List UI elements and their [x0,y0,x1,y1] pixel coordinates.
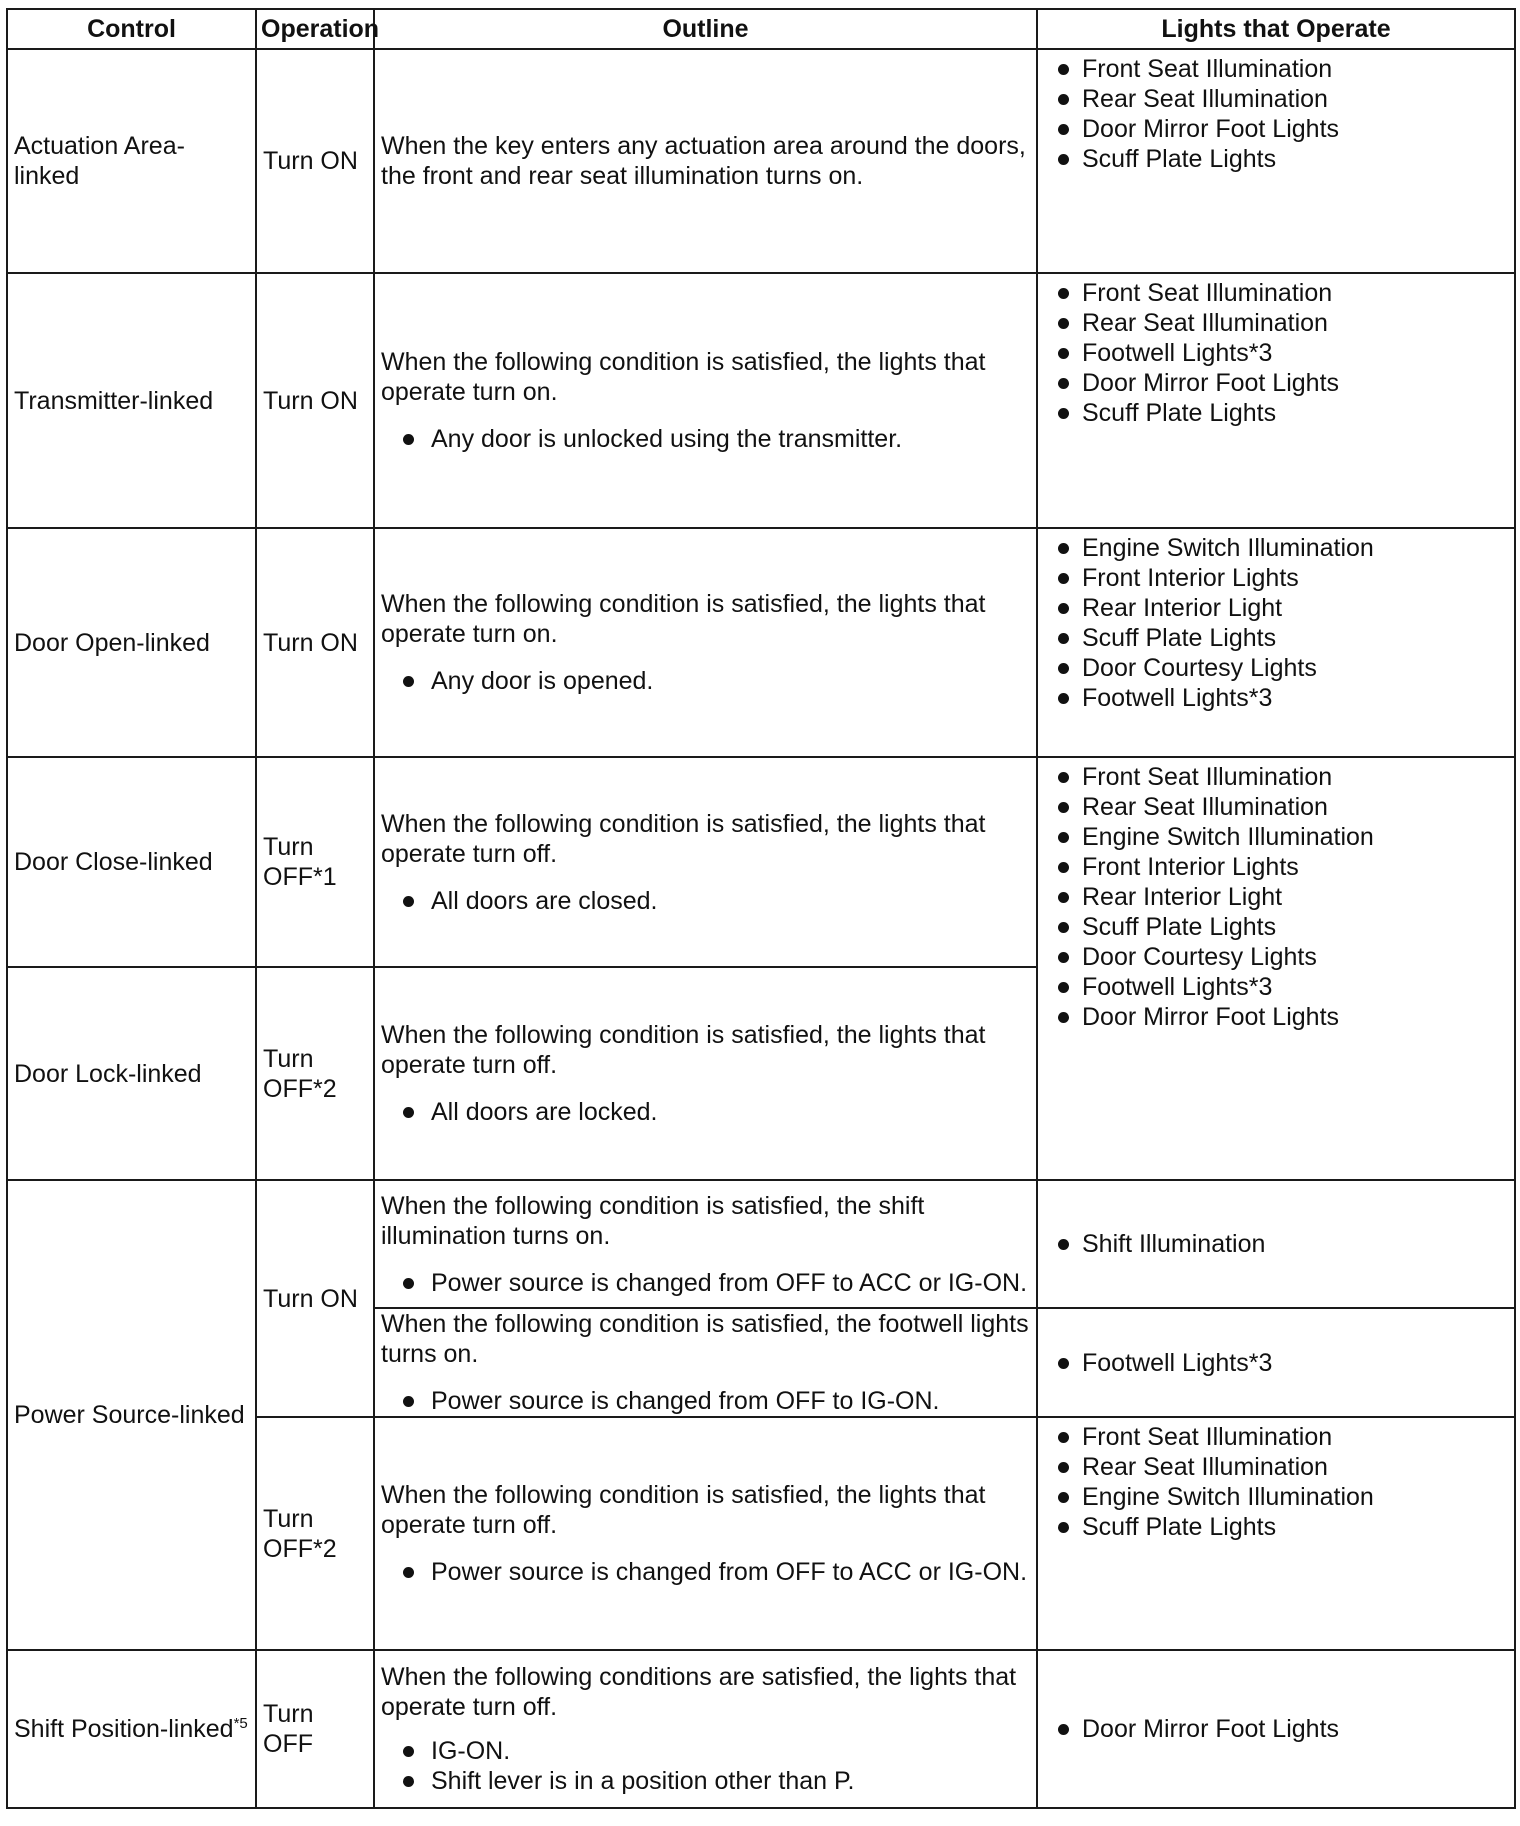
condition-list [381,1268,1030,1298]
list-item: Scuff Plate Lights [1048,623,1510,653]
lighting-control-table [6,8,1516,1809]
operation-cell: Turn ON [256,273,374,528]
list-item: Scuff Plate Lights [1048,912,1510,942]
list-item: Any door is opened. [381,666,1030,696]
table-row [7,528,1515,757]
lights-list [1048,533,1510,713]
list-item: Rear Interior Light [1048,882,1510,912]
list-item: Door Courtesy Lights [1048,653,1510,683]
list-item: Shift lever is in a position other than P. [381,1766,1030,1796]
table-row [7,757,1515,967]
outline-text: When the following condition is satisfied, the lights that operate turn on. [381,348,986,406]
lights-cell [1037,528,1515,757]
outline-text: When the following condition is satisfied, the lights that operate turn off. [381,1481,986,1539]
list-item: Rear Seat Illumination [1048,1452,1510,1482]
control-cell: Power Source-linked [7,1180,256,1650]
operation-cell: Turn ON [256,528,374,757]
list-item: Door Courtesy Lights [1048,942,1510,972]
lights-list [1048,762,1510,1032]
list-item: Scuff Plate Lights [1048,144,1510,174]
lights-cell [1037,49,1515,273]
lights-list [1048,278,1510,428]
header-lights: Lights that Operate [1037,9,1515,49]
outline-cell [374,273,1037,528]
control-cell: Actuation Area-linked [7,49,256,273]
table-row [7,1180,1515,1308]
outline-cell [374,1180,1037,1308]
list-item: IG-ON. [381,1736,1030,1766]
list-item: Power source is changed from OFF to IG-ON. [381,1386,1030,1416]
list-item: Rear Seat Illumination [1048,792,1510,822]
operation-cell: Turn OFF*1 [256,757,374,967]
list-item: Door Mirror Foot Lights [1048,1714,1510,1744]
outline-cell [374,967,1037,1180]
lights-cell [1037,1650,1515,1808]
operation-cell: Turn OFF*2 [256,967,374,1180]
list-item: Any door is unlocked using the transmitter. [381,424,1030,454]
outline-cell [374,528,1037,757]
lights-list [1048,1229,1510,1259]
list-item: Front Seat Illumination [1048,762,1510,792]
outline-cell [374,1650,1037,1808]
list-item: Shift Illumination [1048,1229,1510,1259]
outline-cell [374,49,1037,273]
footnote-mark: *5 [233,1715,248,1732]
list-item: Scuff Plate Lights [1048,398,1510,428]
lights-cell [1037,1417,1515,1650]
list-item: Rear Seat Illumination [1048,308,1510,338]
lights-list [1048,1422,1510,1542]
outline-cell [374,757,1037,967]
header-control: Control [7,9,256,49]
operation-cell: Turn OFF*2 [256,1417,374,1650]
control-label: Shift Position-linked [14,1715,234,1743]
list-item: Engine Switch Illumination [1048,533,1510,563]
lights-list [1048,54,1510,174]
outline-text: When the following condition is satisfied, the footwell lights turns on. [381,1310,1029,1368]
outline-cell [374,1417,1037,1650]
control-cell: Door Open-linked [7,528,256,757]
header-row [7,9,1515,49]
header-outline: Outline [374,9,1037,49]
list-item: Front Interior Lights [1048,852,1510,882]
lights-cell [1037,757,1515,1180]
list-item: Front Seat Illumination [1048,278,1510,308]
condition-list [381,424,1030,454]
control-cell: Transmitter-linked [7,273,256,528]
list-item: Front Seat Illumination [1048,1422,1510,1452]
outline-text: When the following conditions are satisfied, the lights that operate turn off. [381,1663,1017,1721]
condition-list [381,666,1030,696]
list-item: Engine Switch Illumination [1048,1482,1510,1512]
condition-list [381,1386,1030,1416]
lights-cell [1037,273,1515,528]
outline-text: When the following condition is satisfied, the shift illumination turns on. [381,1191,925,1250]
control-cell [7,1650,256,1808]
list-item: Front Seat Illumination [1048,54,1510,84]
list-item: Rear Seat Illumination [1048,84,1510,114]
condition-list [381,1097,1030,1127]
control-cell: Door Lock-linked [7,967,256,1180]
operation-cell: Turn ON [256,49,374,273]
operation-cell: Turn OFF [256,1650,374,1808]
list-item: Scuff Plate Lights [1048,1512,1510,1542]
condition-list [381,886,1030,916]
condition-list [381,1736,1030,1796]
table-row [7,273,1515,528]
lights-cell [1037,1180,1515,1308]
list-item: Footwell Lights*3 [1048,683,1510,713]
list-item: Footwell Lights*3 [1048,338,1510,368]
list-item: All doors are locked. [381,1097,1030,1127]
list-item: Footwell Lights*3 [1048,972,1510,1002]
lights-list [1048,1714,1510,1744]
list-item: Front Interior Lights [1048,563,1510,593]
condition-list [381,1557,1030,1587]
outline-text: When the key enters any actuation area around the doors, the front and rear seat illumination turns on. [381,132,1026,190]
outline-text: When the following condition is satisfied, the lights that operate turn off. [381,809,986,868]
table-row [7,1650,1515,1808]
list-item: Rear Interior Light [1048,593,1510,623]
table-row [7,49,1515,273]
header-operation: Operation [256,9,374,49]
lights-cell [1037,1308,1515,1417]
lights-list [1048,1348,1510,1378]
list-item: Door Mirror Foot Lights [1048,114,1510,144]
control-cell: Door Close-linked [7,757,256,967]
outline-text: When the following condition is satisfied, the lights that operate turn off. [381,1021,986,1079]
list-item: Power source is changed from OFF to ACC or IG-ON. [381,1268,1030,1298]
outline-text: When the following condition is satisfied, the lights that operate turn on. [381,590,986,648]
outline-cell [374,1308,1037,1417]
operation-cell: Turn ON [256,1180,374,1417]
list-item: Door Mirror Foot Lights [1048,1002,1510,1032]
list-item: Power source is changed from OFF to ACC or IG-ON. [381,1557,1030,1587]
list-item: Door Mirror Foot Lights [1048,368,1510,398]
list-item: Footwell Lights*3 [1048,1348,1510,1378]
list-item: Engine Switch Illumination [1048,822,1510,852]
list-item: All doors are closed. [381,886,1030,916]
